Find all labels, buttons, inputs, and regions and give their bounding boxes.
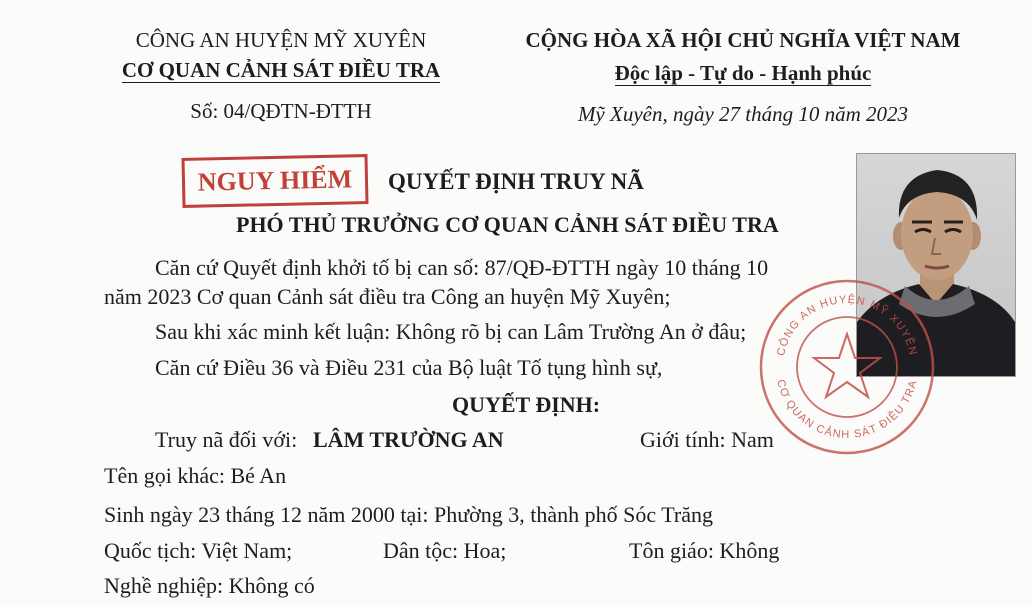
country-name: CỘNG HÒA XÃ HỘI CHỦ NGHĨA VIỆT NAM xyxy=(525,28,961,52)
occupation: Nghề nghiệp: Không có xyxy=(104,573,315,598)
seal-star-icon xyxy=(814,334,880,397)
ground-line-4: Căn cứ Điều 36 và Điều 231 của Bộ luật Tố tụng hình sự, xyxy=(155,355,663,380)
seal-bottom-text: CƠ QUAN CẢNH SÁT ĐIỀU TRA xyxy=(774,378,920,442)
agency-name: CÔNG AN HUYỆN MỸ XUYÊN xyxy=(135,28,427,52)
birth-info: Sinh ngày 23 tháng 12 năm 2000 tại: Phường 3, thành phố Sóc Trăng xyxy=(104,502,713,527)
issuer-title: PHÓ THỦ TRƯỞNG CƠ QUAN CẢNH SÁT ĐIỀU TRA xyxy=(236,212,779,237)
national-motto xyxy=(500,61,986,86)
national-motto-text: Độc lập - Tự do - Hạnh phúc xyxy=(614,61,872,85)
seal-top-text: CÔNG AN HUYỆN MỸ XUYÊN xyxy=(774,293,920,358)
wanted-name: LÂM TRƯỜNG AN xyxy=(313,427,504,452)
alias: Tên gọi khác: Bé An xyxy=(104,463,287,488)
document-number: Số: 04/QĐTN-ĐTTH xyxy=(190,99,372,123)
ground-line-2: năm 2023 Cơ quan Cảnh sát điều tra Công an huyện Mỹ Xuyên; xyxy=(104,284,671,309)
ground-line-3: Sau khi xác minh kết luận: Không rõ bị can Lâm Trường An ở đâu; xyxy=(155,319,747,344)
unit-name-text: CƠ QUAN CẢNH SÁT ĐIỀU TRA xyxy=(121,58,441,82)
decision-heading: QUYẾT ĐỊNH: xyxy=(452,392,601,417)
official-seal xyxy=(758,278,936,456)
ground-line-1: Căn cứ Quyết định khởi tố bị can số: 87/QĐ-ĐTTH ngày 10 tháng 10 xyxy=(155,255,769,280)
danger-stamp xyxy=(181,154,368,208)
danger-stamp-text: NGUY HIỂM xyxy=(197,164,353,197)
place-date: Mỹ Xuyên, ngày 27 tháng 10 năm 2023 xyxy=(577,102,909,126)
religion: Tôn giáo: Không xyxy=(629,538,780,563)
nationality: Quốc tịch: Việt Nam; xyxy=(104,538,293,563)
document-title: QUYẾT ĐỊNH TRUY NÃ xyxy=(388,169,644,194)
gender: Giới tính: Nam xyxy=(640,427,774,452)
wanted-label: Truy nã đối với: xyxy=(155,427,298,452)
unit-name xyxy=(92,58,470,83)
ethnicity: Dân tộc: Hoa; xyxy=(383,538,507,563)
